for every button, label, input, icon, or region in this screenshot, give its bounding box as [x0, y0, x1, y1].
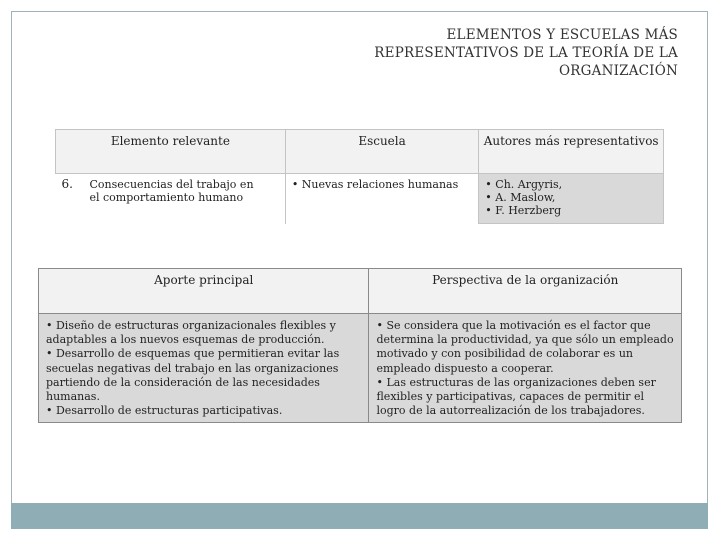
- elements-table-header: [56, 130, 664, 174]
- slide-title: [258, 26, 678, 80]
- perspectiva-item: • Se considera que la motivación es el factor que determina la productividad, ya que sólo un empleado motivado y con posibilidad de colaborar es un empleado dispuesto a cooperar.: [376, 319, 674, 375]
- aporte-item: • Diseño de estructuras organizacionales flexibles y adaptables a los nuevos esquemas de producción.: [46, 319, 336, 347]
- aporte-item: • Desarrollo de esquemas que permitieran evitar las secuelas negativas del trabajo en las organizaciones partiendo de la consideración de las necesidades humanas.: [46, 347, 340, 404]
- table-row: [56, 174, 664, 224]
- autor-item: • Ch. Argyris,: [485, 178, 563, 191]
- perspectiva-item: • Las estructuras de las organizaciones deben ser flexibles y participativas, capaces de permitir el logro de la autorrealización de los trabajadores.: [376, 375, 656, 418]
- table-row: [39, 314, 682, 423]
- header-escuela: Escuela: [285, 130, 478, 174]
- contributions-table: [38, 268, 682, 423]
- cell-autores: [479, 174, 664, 224]
- title-line-2: REPRESENTATIVOS DE LA TEORÍA DE LA: [374, 45, 678, 61]
- header-autores: Autores más representativos: [479, 130, 664, 174]
- contributions-table-header: [39, 269, 682, 314]
- header-perspectiva: Perspectiva de la organización: [369, 269, 682, 314]
- aporte-item: • Desarrollo de estructuras participativas.: [46, 404, 283, 418]
- cell-perspectiva: [369, 314, 682, 423]
- elements-table: [55, 129, 664, 224]
- title-line-1: ELEMENTOS Y ESCUELAS MÁS: [446, 27, 678, 43]
- cell-aporte: [39, 314, 369, 423]
- header-elemento-relevante: Elemento relevante: [56, 130, 286, 174]
- cell-escuela: • Nuevas relaciones humanas: [285, 174, 478, 224]
- elemento-text: Consecuencias del trabajo en el comportamiento humano: [89, 178, 254, 204]
- row-number: 6.: [61, 177, 73, 191]
- title-line-3: ORGANIZACIÓN: [559, 63, 678, 79]
- cell-elemento: [56, 174, 286, 224]
- footer-band: [11, 503, 708, 529]
- autor-item: • A. Maslow,: [485, 191, 556, 204]
- autor-item: • F. Herzberg: [485, 204, 562, 217]
- header-aporte-principal: Aporte principal: [39, 269, 369, 314]
